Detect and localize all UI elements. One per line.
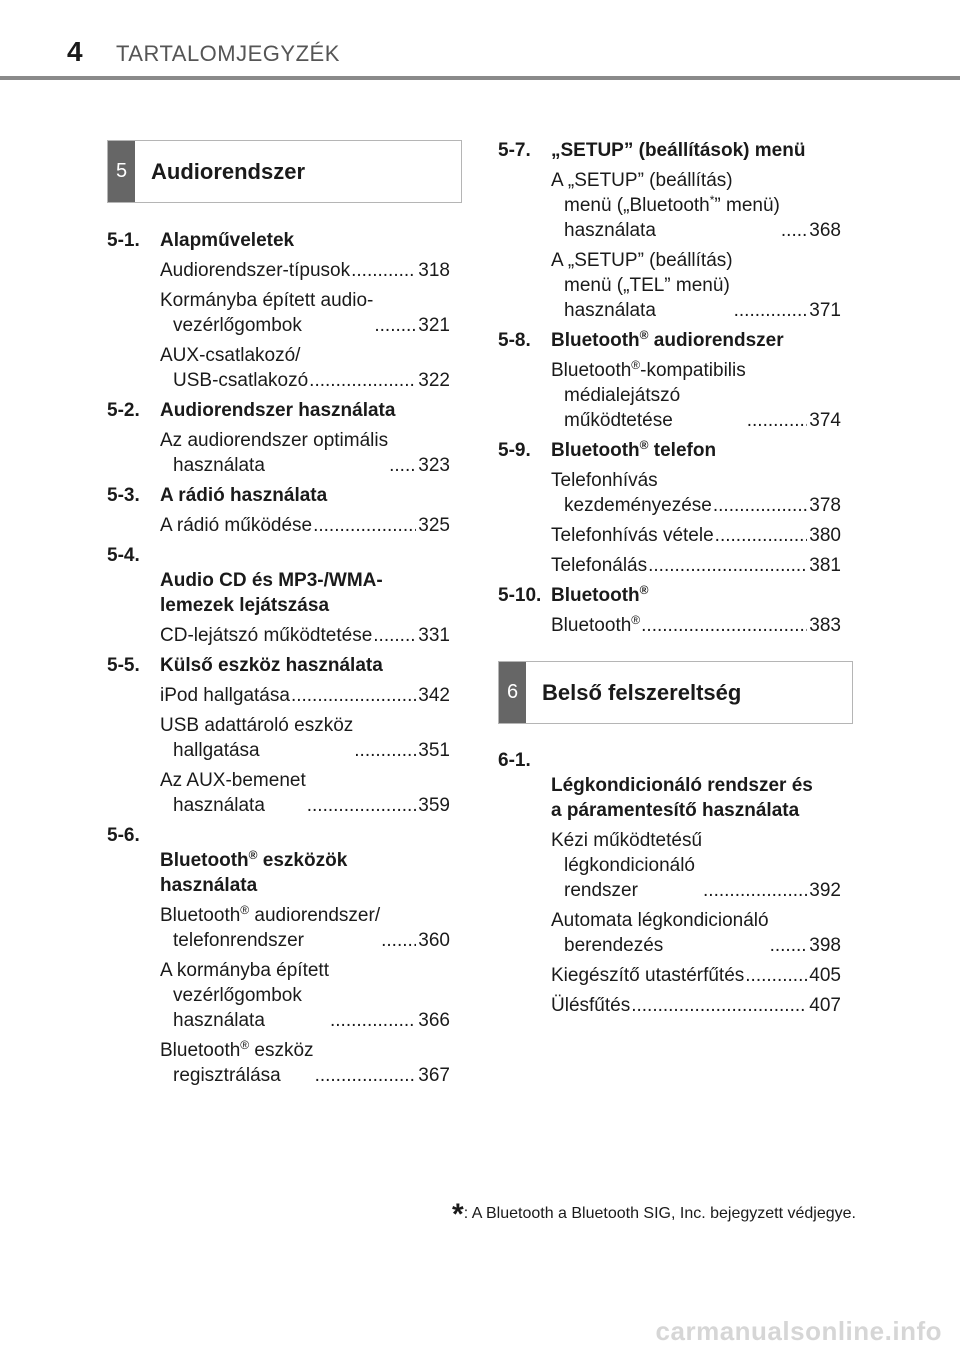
toc-section-5-1[interactable]: 5-1. Alapműveletek: [107, 230, 295, 251]
toc-entry[interactable]: A kormányba épített vezérlőgombok használata ..... 366: [160, 958, 450, 1033]
section-tab-5: 5: [108, 141, 135, 202]
toc-entry[interactable]: Telefonhívás kezdeményezése ..... 378: [551, 468, 841, 518]
footnote-asterisk: *: [452, 1198, 464, 1231]
toc-entry[interactable]: Kormányba épített audio- vezérlőgombok ..... 321: [160, 288, 450, 338]
toc-right-column: [498, 133, 841, 638]
toc-section-5-8[interactable]: 5-8. Bluetooth® audiorendszer: [498, 328, 784, 351]
section-title-belso-felszereltseg: Belső felszereltség: [542, 679, 742, 705]
toc-entry[interactable]: Az AUX-bemenet használata ..... 359: [160, 768, 450, 818]
toc-right-column-lower: [498, 743, 841, 1018]
toc-entry[interactable]: A „SETUP” (beállítás) menü („TEL” menü) használata ..... 371: [551, 248, 841, 323]
watermark: carmanualsonline.info: [655, 1316, 942, 1346]
footnote: [452, 1198, 856, 1231]
toc-entry[interactable]: Az audiorendszer optimális használata ..... 323: [160, 428, 450, 478]
footnote-text: : A Bluetooth a Bluetooth SIG, Inc. bejegyzett védjegye.: [463, 1205, 856, 1222]
toc-section-5-6[interactable]: 5-6. Bluetooth® eszközök használata: [107, 825, 348, 896]
toc-entry[interactable]: Kézi működtetésű légkondicionáló rendszer ..... 392: [551, 828, 841, 903]
header-divider: [0, 76, 960, 80]
toc-entry[interactable]: AUX-csatlakozó/ USB-csatlakozó ..... 322: [160, 343, 450, 393]
toc-entry[interactable]: Telefonálás ..... 381: [551, 553, 841, 578]
toc-section-5-2[interactable]: 5-2. Audiorendszer használata: [107, 400, 396, 421]
section-title-audiorendszer: Audiorendszer: [151, 158, 306, 184]
toc-entry[interactable]: USB adattároló eszköz hallgatása ..... 351: [160, 713, 450, 763]
toc-entry[interactable]: Audiorendszer-típusok ..... 318: [160, 258, 450, 283]
toc-section-5-7[interactable]: 5-7. „SETUP” (beállítások) menü: [498, 140, 806, 161]
toc-entry[interactable]: A rádió működése ..... 325: [160, 513, 450, 538]
section-box-5: [107, 140, 462, 203]
page-number: 4: [67, 36, 83, 67]
toc-entry[interactable]: Bluetooth®-kompatibilis médialejátszó működtetése ..... 374: [551, 358, 841, 433]
toc-section-5-9[interactable]: 5-9. Bluetooth® telefon: [498, 438, 717, 461]
toc-entry[interactable]: A „SETUP” (beállítás) menü („Bluetooth*” menü) használata ..... 368: [551, 168, 841, 243]
page-header: [0, 0, 960, 80]
toc-left-column: [107, 223, 450, 1088]
toc-section-6-1[interactable]: 6-1. Légkondicionáló rendszer és a páramentesítő használata: [498, 750, 813, 821]
page-title: TARTALOMJEGYZÉK: [116, 41, 340, 66]
toc-entry[interactable]: Bluetooth® eszköz regisztrálása ..... 367: [160, 1038, 450, 1088]
toc-section-5-10[interactable]: 5-10. Bluetooth®: [498, 583, 649, 606]
toc-entry[interactable]: Bluetooth® audiorendszer/ telefonrendszer ..... 360: [160, 903, 450, 953]
toc-entry[interactable]: CD-lejátszó működtetése ..... 331: [160, 623, 450, 648]
toc-section-5-4[interactable]: 5-4. Audio CD és MP3-/WMA- lemezek lejátszása: [107, 545, 383, 616]
section-box-6: [498, 661, 853, 724]
toc-entry[interactable]: Kiegészítő utastérfűtés ..... 405: [551, 963, 841, 988]
toc-entry[interactable]: Ülésfűtés ..... 407: [551, 993, 841, 1018]
section-tab-6: 6: [499, 662, 526, 723]
toc-entry[interactable]: iPod hallgatása ..... 342: [160, 683, 450, 708]
toc-entry[interactable]: Bluetooth® ..... 383: [551, 613, 841, 638]
toc-entry[interactable]: Telefonhívás vétele ..... 380: [551, 523, 841, 548]
toc-section-5-5[interactable]: 5-5. Külső eszköz használata: [107, 655, 383, 676]
toc-section-5-3[interactable]: 5-3. A rádió használata: [107, 485, 328, 506]
toc-entry[interactable]: Automata légkondicionáló berendezés ..... 398: [551, 908, 841, 958]
